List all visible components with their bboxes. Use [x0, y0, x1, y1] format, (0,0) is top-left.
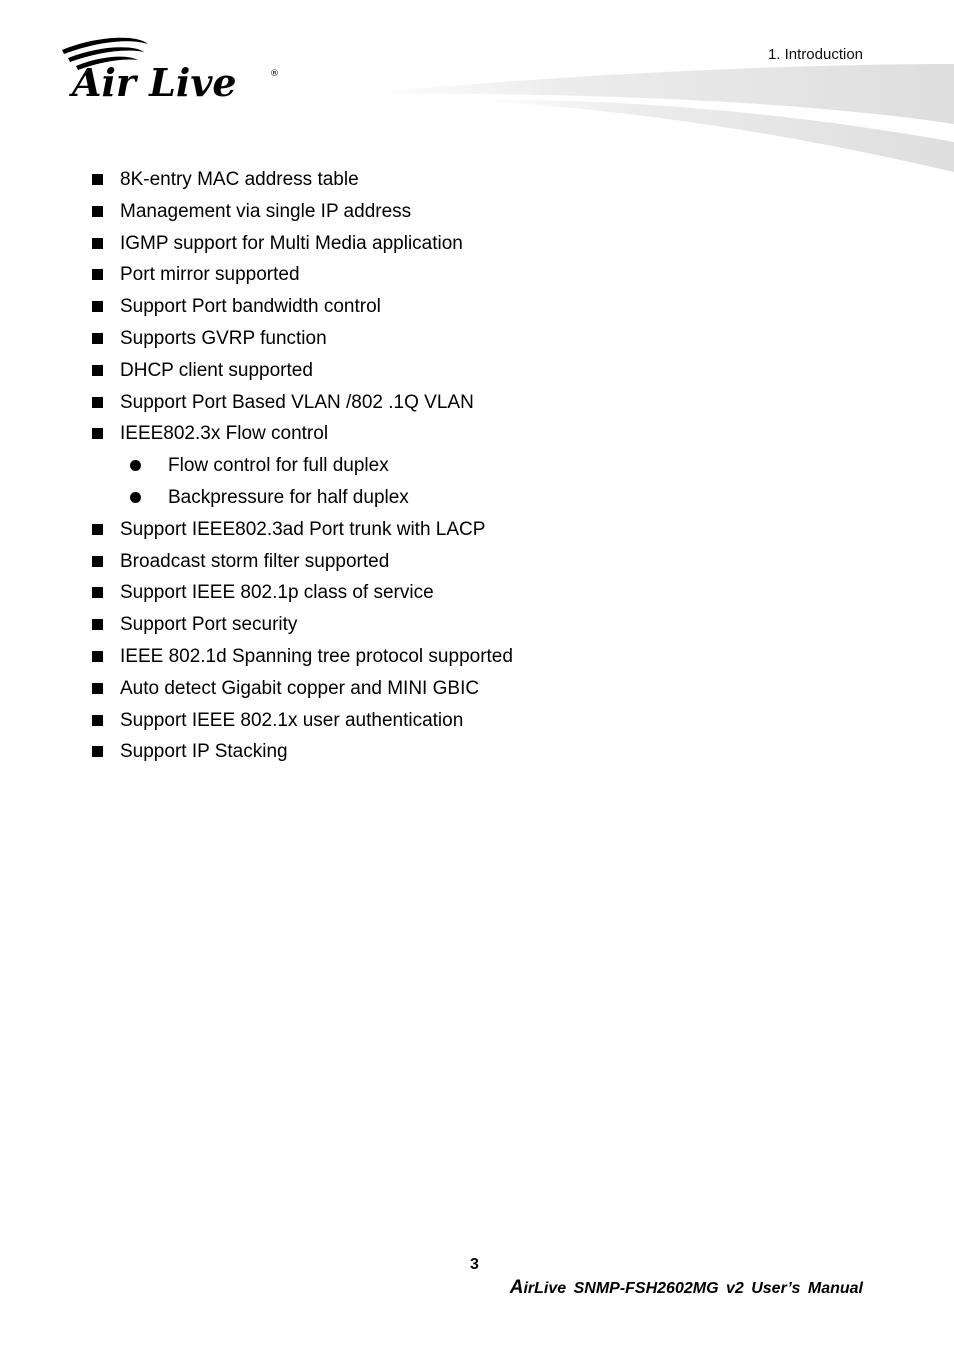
- square-bullet-icon: [92, 174, 103, 185]
- list-item: [92, 705, 513, 737]
- feature-text: Auto detect Gigabit copper and MINI GBIC: [120, 677, 480, 699]
- list-item: [92, 228, 513, 260]
- sub-list-item: [92, 450, 513, 482]
- feature-text: Support IP Stacking: [120, 741, 288, 763]
- list-item: [92, 641, 513, 673]
- chapter-title: 1. Introduction: [767, 46, 863, 63]
- list-item: [92, 418, 513, 450]
- list-item: [92, 323, 513, 355]
- square-bullet-icon: [92, 301, 103, 312]
- square-bullet-icon: [92, 746, 103, 757]
- square-bullet-icon: [92, 269, 103, 280]
- feature-text: DHCP client supported: [120, 359, 313, 381]
- feature-text: Support IEEE 802.1x user authentication: [120, 709, 464, 731]
- square-bullet-icon: [92, 683, 103, 694]
- list-item: [92, 164, 513, 196]
- list-item: [92, 609, 513, 641]
- square-bullet-icon: [92, 524, 103, 535]
- square-bullet-icon: [92, 238, 103, 249]
- list-item: [92, 355, 513, 387]
- feature-text: Support Port security: [120, 614, 298, 636]
- square-bullet-icon: [92, 556, 103, 567]
- manual-title-initial: A: [509, 1277, 524, 1298]
- feature-text: Supports GVRP function: [120, 327, 327, 349]
- square-bullet-icon: [92, 333, 103, 344]
- square-bullet-icon: [92, 587, 103, 598]
- feature-text: Support Port Based VLAN /802 .1Q VLAN: [120, 391, 474, 413]
- feature-text: 8K-entry MAC address table: [120, 169, 359, 190]
- feature-text: IEEE802.3x Flow control: [120, 423, 329, 445]
- sub-list-item: [92, 482, 513, 514]
- manual-title: [510, 1277, 863, 1299]
- list-item: [92, 259, 513, 291]
- square-bullet-icon: [92, 365, 103, 376]
- list-item: [92, 673, 513, 705]
- list-item: [92, 514, 513, 546]
- feature-text: Support IEEE 802.1p class of service: [120, 582, 434, 604]
- feature-text: IEEE 802.1d Spanning tree protocol supported: [120, 645, 513, 667]
- feature-subtext: Backpressure for half duplex: [168, 486, 409, 508]
- manual-title-rest: irLive SNMP-FSH2602MG v2 User’s Manual: [523, 1280, 863, 1297]
- round-bullet-icon: [130, 492, 141, 503]
- svg-text:®: ®: [270, 69, 279, 79]
- feature-text: Port mirror supported: [120, 264, 300, 286]
- list-item: [92, 577, 513, 609]
- list-item: [92, 291, 513, 323]
- list-item: [92, 196, 513, 228]
- square-bullet-icon: [92, 428, 103, 439]
- list-item: [92, 387, 513, 419]
- round-bullet-icon: [130, 460, 141, 471]
- square-bullet-icon: [92, 651, 103, 662]
- feature-text: Broadcast storm filter supported: [120, 550, 390, 572]
- square-bullet-icon: [92, 206, 103, 217]
- feature-text: Management via single IP address: [120, 200, 412, 222]
- square-bullet-icon: [92, 619, 103, 630]
- feature-list: [92, 164, 513, 768]
- square-bullet-icon: [92, 397, 103, 408]
- airlive-logo: [56, 36, 288, 104]
- square-bullet-icon: [92, 715, 103, 726]
- feature-text: Support Port bandwidth control: [120, 296, 381, 318]
- page-number: 3: [470, 1256, 479, 1273]
- feature-text: IGMP support for Multi Media application: [120, 232, 463, 254]
- feature-subtext: Flow control for full duplex: [168, 455, 389, 477]
- feature-text: Support IEEE802.3ad Port trunk with LACP: [120, 518, 486, 540]
- list-item: [92, 546, 513, 578]
- list-item: [92, 736, 513, 768]
- logo-text: Air Live: [72, 60, 237, 104]
